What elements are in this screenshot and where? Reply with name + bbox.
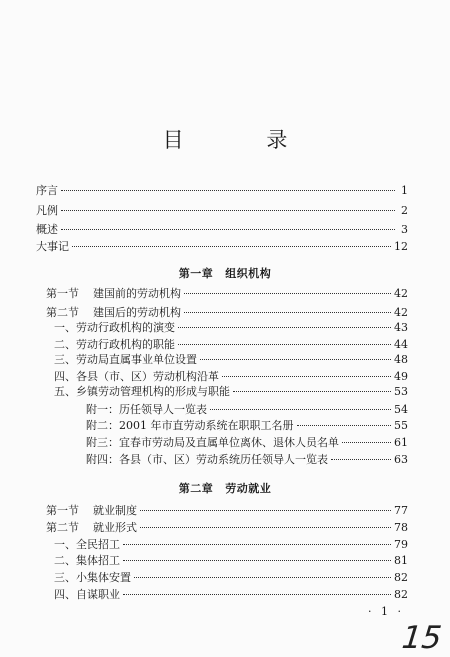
toc-entry-label: 附三：宜春市劳动局及直属单位离休、退休人员名单 [86,436,339,449]
toc-entry-label: 概述 [36,223,58,236]
toc-entry-page: 42 [394,287,408,300]
toc-entry-page: 2 [401,204,408,217]
toc-entry-page: 54 [394,403,408,416]
toc-entry-page: 55 [394,419,408,432]
leader-dots [72,246,391,247]
leader-dots [140,510,391,511]
toc-entry[interactable] [54,320,408,336]
leader-dots [200,359,391,360]
toc-entry-page: 43 [394,321,408,334]
toc-entry-appendix[interactable] [86,402,408,418]
toc-entry-page: 44 [394,338,408,351]
toc-entry-page: 53 [394,385,408,398]
toc-entry-prefix: 第二节 [46,521,79,534]
toc-entry-page: 82 [394,588,408,601]
toc-entry-page: 82 [394,571,408,584]
handwritten-number: 15 [400,620,444,656]
toc-entry-prefix: 第一节 [46,287,79,300]
toc-entry-page: 79 [394,538,408,551]
toc-entry-label: 一、全民招工 [54,538,120,551]
toc-entry-label: 序言 [36,184,58,197]
toc-entry-page: 61 [394,436,408,449]
toc-entry-label: 二、集体招工 [54,554,120,567]
leader-dots [178,344,391,345]
leader-dots [178,327,391,328]
leader-dots [61,190,395,191]
toc-entry[interactable] [46,520,408,536]
chapter-number: 第二章 [178,482,214,495]
toc-entry-label: 一、劳动行政机构的演变 [54,321,175,334]
toc-entry-label: 附二：2001 年市直劳动系统在职职工名册 [86,419,294,432]
leader-dots [331,459,391,460]
leader-dots [184,312,391,313]
chapter-name: 劳动就业 [225,482,272,495]
toc-entry-page: 42 [394,306,408,319]
toc-entry-appendix[interactable] [86,435,408,451]
page-title: 目 录 [162,128,326,152]
toc-entry-label: 凡例 [36,204,58,217]
chapter-number: 第一章 [178,267,214,280]
toc-entry-page: 12 [394,240,408,253]
toc-entry[interactable] [54,337,408,353]
page-number: · 1 · [368,605,404,618]
toc-entry-appendix[interactable] [86,452,408,468]
toc-entry-label: 五、乡镇劳动管理机构的形成与职能 [54,385,230,398]
leader-dots [140,527,391,528]
toc-entry[interactable] [54,587,408,603]
chapter-heading [0,480,450,496]
toc-entry[interactable] [54,570,408,586]
toc-entry-appendix[interactable] [86,418,408,434]
toc-entry-page: 63 [394,453,408,466]
leader-dots [123,594,391,595]
toc-entry-page: 3 [401,223,408,236]
toc-entry[interactable] [46,305,408,321]
leader-dots [123,544,391,545]
toc-entry-page: 49 [394,370,408,383]
leader-dots [222,376,391,377]
toc-entry-label: 三、劳动局直属事业单位设置 [54,353,197,366]
toc-entry-label: 四、各县（市、区）劳动机构沿革 [54,370,219,383]
toc-entry-preface[interactable] [36,183,408,199]
toc-entry-label: 附一：历任领导人一览表 [86,403,207,416]
toc-entry[interactable] [54,352,408,368]
toc-entry-page: 1 [401,184,408,197]
chapter-name: 组织机构 [225,267,272,280]
toc-entry-page: 78 [394,521,408,534]
toc-entry-page: 77 [394,504,408,517]
toc-entry[interactable] [54,553,408,569]
leader-dots [61,229,395,230]
leader-dots [134,577,391,578]
toc-entry-page: 48 [394,353,408,366]
toc-entry-page: 81 [394,554,408,567]
toc-entry-label: 就业形式 [93,521,137,534]
leader-dots [61,210,395,211]
toc-entry-label: 附四：各县（市、区）劳动系统历任领导人一览表 [86,453,328,466]
leader-dots [297,425,392,426]
toc-entry-label: 大事记 [36,240,69,253]
toc-entry-label: 二、劳动行政机构的职能 [54,338,175,351]
toc-entry[interactable] [46,286,408,302]
toc-entry-prefix: 第一节 [46,504,79,517]
toc-entry-label: 就业制度 [93,504,137,517]
toc-entry-label: 建国前的劳动机构 [93,287,181,300]
chapter-heading [0,265,450,281]
leader-dots [233,391,391,392]
toc-entry[interactable] [54,369,408,385]
toc-entry-prefix: 第二节 [46,306,79,319]
leader-dots [210,409,391,410]
toc-entry-label: 四、自谋职业 [54,588,120,601]
leader-dots [123,560,391,561]
toc-entry[interactable] [54,537,408,553]
leader-dots [342,442,391,443]
toc-entry-label: 三、小集体安置 [54,571,131,584]
toc-entry[interactable] [46,503,408,519]
toc-entry-overview[interactable] [36,222,408,238]
leader-dots [184,293,391,294]
toc-entry[interactable] [54,384,408,400]
toc-entry-chronicle[interactable] [36,239,408,255]
toc-entry-notes[interactable] [36,203,408,219]
toc-entry-label: 建国后的劳动机构 [93,306,181,319]
